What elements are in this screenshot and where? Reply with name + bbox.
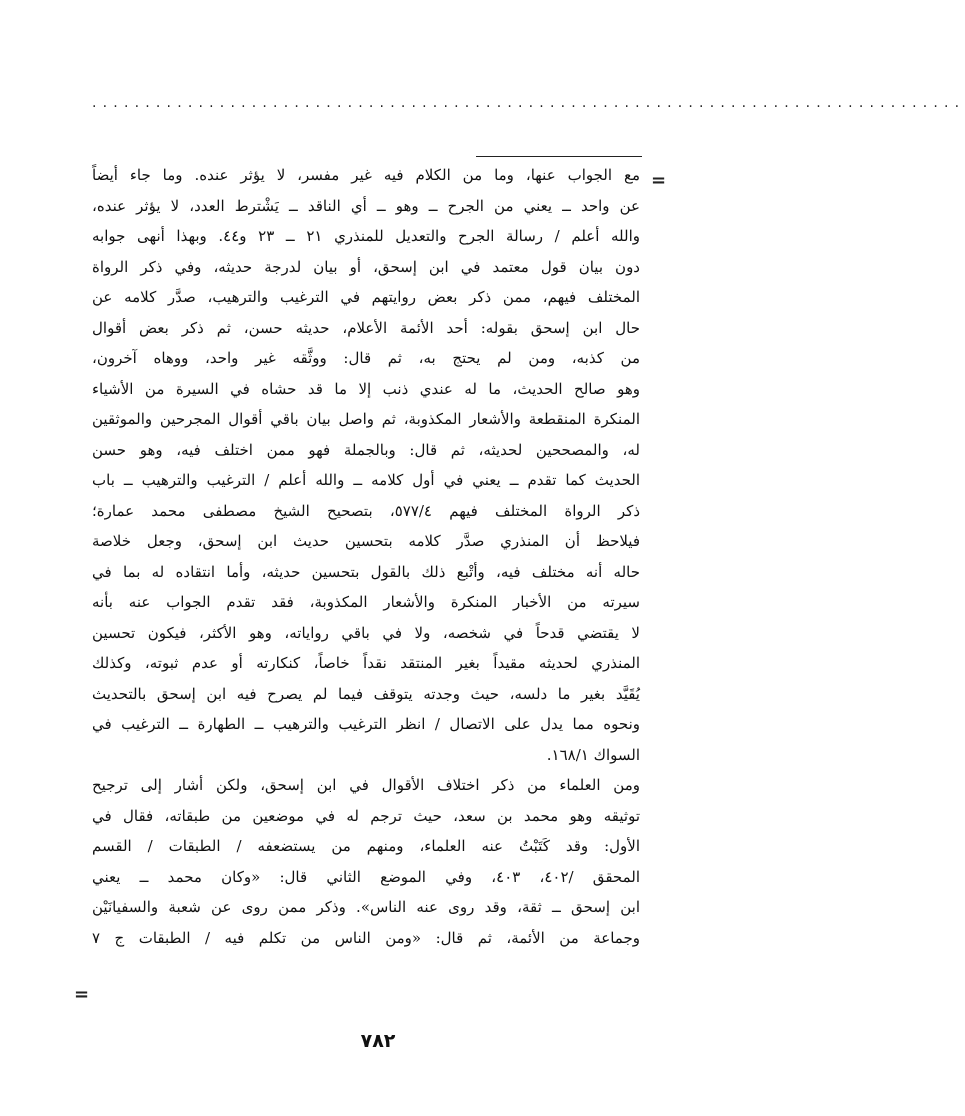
text-line: المنكرة المنقطعة والأشعار المكذوبة، ثم واصل بيان باقي أقوال المجرحين والموثقين (92, 410, 640, 428)
text-line: ومن العلماء من ذكر اختلاف الأقوال في ابن إسحق، ولكن أشار إلى ترجيح (92, 776, 640, 794)
text-line: المنذري لحديثه مقيداً بغير المنتقد نقداً خاصاً، كنكارته أو عدم ثبوته، وكذلك (92, 654, 640, 672)
text-line: والله أعلم / رسالة الجرح والتعديل للمنذري ٢١ ــ ٢٣ و٤٤. وبهذا أنهى جوابه (92, 227, 641, 245)
text-line: ذكر الرواة المختلف فيهم ٥٧٧/٤، بتصحيح الشيخ مصطفى محمد عمارة؛ (92, 501, 640, 520)
text-line: حال ابن إسحق بقوله: أحد الأئمة الأعلام، حديثه حسن، ثم ذكر بعض أقوال (92, 318, 640, 337)
text-line: سيرته من الأخبار المنكرة والأشعار المكذوبة، فقد تقدم الجواب عنه بأنه (92, 593, 640, 611)
text-line: السواك ١٦٨/١. (546, 745, 640, 764)
text-line: يُقَيَّد بغير ما دلسه، حيث وجدته يتوقف فيما لم يصرح فيه ابن إسحق بالتحديث (92, 684, 640, 703)
continuation-marker-top: = (651, 170, 667, 191)
text-line: الأول: وقد كَتَبْتُ عنه العلماء، ومنهم من يستضعفه / الطبقات / القسم (92, 837, 640, 855)
separator-dots: .................................................................................. (92, 95, 965, 111)
text-line: ونحوه مما يدل على الاتصال / انظر الترغيب والترهيب ــ الطهارة ــ الترغيب في (92, 715, 640, 733)
text-line: المحقق /٤٠٢، ٤٠٣، وفي الموضع الثاني قال: «وكان محمد ــ يعني (92, 867, 640, 886)
text-line: فيلاحظ أن المنذري صدَّر كلامه بتحسين حديث ابن إسحق، وجعل خلاصة (92, 532, 640, 550)
continuation-marker-bottom: = (74, 984, 90, 1005)
text-line: الحديث كما تقدم ــ يعني في أول كلامه ــ والله أعلم / الترغيب والترهيب ــ باب (92, 471, 640, 489)
text-line: عن واحد ــ يعني من الجرح ــ وهو ــ أي الناقد ــ يَشْترط العدد، لا يؤثر عنده، (92, 196, 640, 215)
text-line: مع الجواب عنها، وما من الكلام فيه غير مفسر، لا يؤثر عنده. وما جاء أيضاً (92, 166, 640, 184)
text-line: من كذبه، ومن لم يحتج به، ثم قال: ووثَّقه غير واحد، ووهاه آخرون، (92, 349, 640, 367)
text-line: حاله أنه مختلف فيه، وأتْبع ذلك بالقول بتحسين حديثه، وأما انتقاده له بما في (92, 562, 640, 581)
text-line: المختلف فيهم، ممن ذكر بعض روايتهم في الترغيب والترهيب، صدَّر كلامه عن (92, 288, 640, 306)
footnote-rule (476, 156, 642, 157)
text-line: وجماعة من الأئمة، ثم قال: «ومن الناس من تكلم فيه / الطبقات ج ٧ (92, 928, 640, 947)
text-line: ابن إسحق ــ ثقة، وقد روى عنه الناس». وذكر ممن روى عن شعبة والسفيانَيْن (92, 898, 640, 916)
text-line: وهو صالح الحديث، ما له عندي ذنب إلا ما قد حشاه في السيرة من الأشياء (92, 379, 640, 398)
text-line: توثيقه وهو محمد بن سعد، حيث ترجم له في موضعين من طبقاته، فقال في (92, 806, 640, 825)
text-line: دون بيان قول معتمد في ابن إسحق، أو بيان لدرجة حديثه، وفي ذكر الرواة (92, 257, 640, 276)
text-line: لا يقتضي قدحاً في شخصه، ولا في باقي رواياته، وهو الأكثر، فيكون تحسين (92, 623, 640, 642)
page-number: ٧٨٢ (360, 1030, 396, 1052)
text-line: له، والمصححين لحديثه، ثم قال: وبالجملة فهو ممن اختلف فيه، وهو حسن (92, 440, 640, 459)
footnote-text (92, 160, 640, 953)
